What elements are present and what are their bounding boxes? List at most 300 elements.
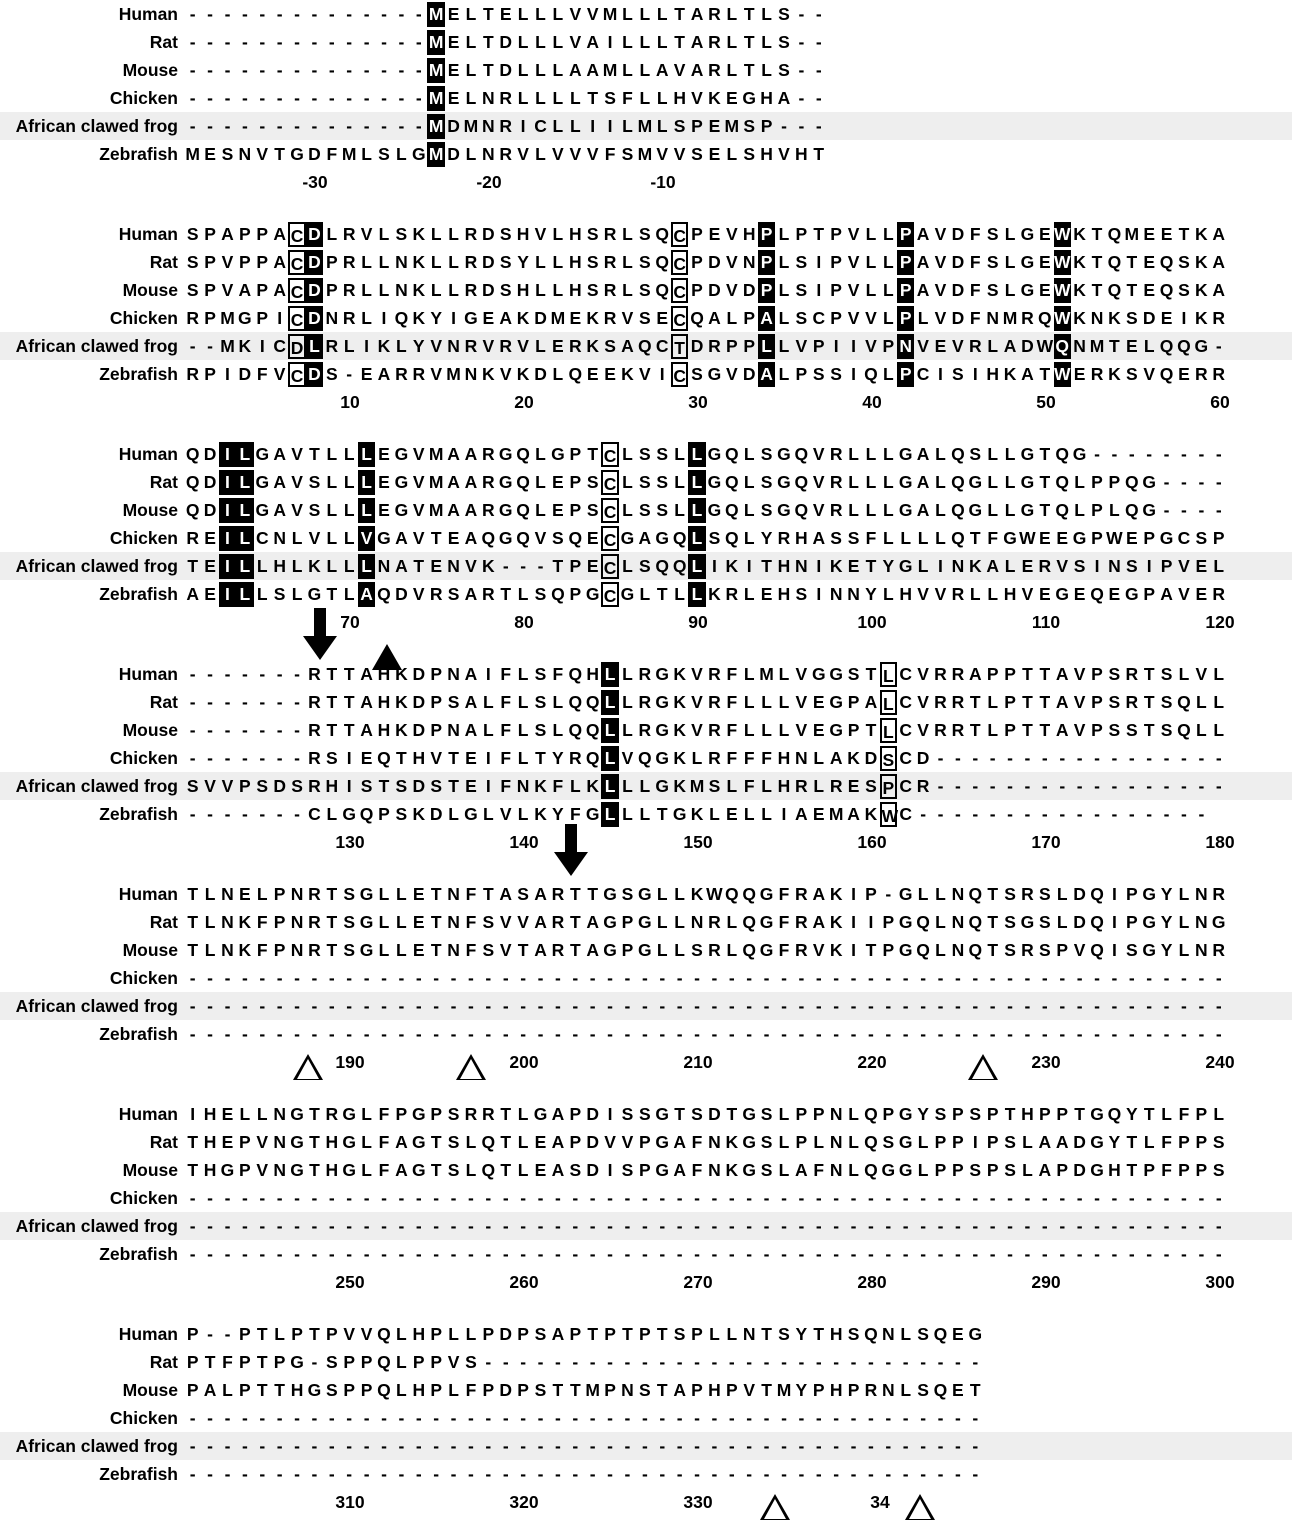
residue: L [778, 279, 790, 300]
residue: V [447, 1351, 460, 1372]
residue: V [499, 363, 512, 384]
residue: - [868, 967, 874, 988]
residue: R [308, 663, 321, 684]
residue: T [1126, 1131, 1138, 1152]
residue: T [187, 911, 199, 932]
residue: I [219, 582, 236, 607]
residue: - [224, 59, 231, 80]
residue: L [622, 555, 633, 576]
residue: Q [1090, 939, 1104, 960]
residue: - [1041, 1023, 1048, 1044]
residue: A [360, 663, 373, 684]
residue: - [433, 1243, 440, 1264]
residue: R [499, 87, 513, 108]
residue: - [659, 1463, 666, 1484]
residue: - [972, 1463, 979, 1484]
residue: T [343, 719, 355, 740]
residue: Q [794, 499, 809, 520]
residue: L [601, 802, 618, 827]
residue: T [326, 583, 338, 604]
residue: P [621, 939, 634, 960]
residue: Y [430, 307, 442, 328]
species-label: Zebrafish [99, 1023, 178, 1044]
residue: - [920, 1215, 927, 1236]
residue: L [1109, 499, 1120, 520]
residue: S [778, 3, 790, 24]
residue: P [830, 223, 842, 244]
residue: - [694, 967, 700, 988]
residue: I [851, 335, 856, 356]
residue: L [882, 443, 894, 464]
residue: H [377, 663, 391, 684]
residue: T [969, 1379, 981, 1400]
residue: E [378, 443, 390, 464]
residue: - [1024, 1243, 1031, 1264]
glycosylation-marker [968, 1054, 998, 1080]
residue: I [659, 363, 665, 384]
residue: C [671, 222, 688, 247]
residue: L [1213, 1103, 1225, 1124]
residue: R [603, 251, 617, 272]
glycosylation-marker [293, 1054, 323, 1080]
residue: P [239, 1131, 251, 1152]
residue: W [1054, 222, 1071, 247]
residue: L [622, 279, 633, 300]
residue: S [708, 775, 721, 796]
residue: V [552, 143, 564, 164]
residue: P [256, 279, 269, 300]
residue: P [1160, 555, 1173, 576]
residue: E [552, 335, 564, 356]
residue: - [346, 115, 353, 136]
residue: - [346, 1463, 353, 1484]
residue: S [325, 747, 338, 768]
residue: P [882, 911, 895, 932]
residue: - [241, 719, 248, 740]
residue: L [552, 115, 564, 136]
residue: I [381, 307, 387, 328]
residue: A [1021, 363, 1034, 384]
residue: - [398, 995, 405, 1016]
residue: V [534, 223, 547, 244]
residue: E [204, 143, 216, 164]
residue: - [781, 1023, 787, 1044]
residue: - [537, 1023, 544, 1044]
residue: M [637, 143, 653, 164]
alignment-row [0, 0, 1292, 28]
residue: L [726, 59, 738, 80]
residue: D [447, 143, 460, 164]
residue: H [673, 87, 686, 108]
residue: - [676, 1435, 683, 1456]
residue: F [465, 1379, 477, 1400]
block-spacer [0, 1522, 1292, 1540]
residue: L [236, 498, 253, 523]
residue: - [224, 87, 231, 108]
residue: R [1212, 583, 1226, 604]
residue: - [1128, 747, 1135, 768]
residue: N [986, 307, 999, 328]
residue: C [671, 250, 688, 275]
residue: - [294, 691, 300, 712]
residue: H [325, 1159, 339, 1180]
residue: D [708, 251, 721, 272]
residue: L [622, 31, 633, 52]
residue: M [427, 58, 444, 83]
residue: G [342, 803, 357, 824]
residue: P [691, 1379, 703, 1400]
residue: L [256, 1103, 268, 1124]
residue: - [1128, 1215, 1135, 1236]
sequence-residues [184, 1102, 1227, 1127]
residue: R [934, 691, 947, 712]
residue: R [708, 719, 721, 740]
residue: - [607, 1463, 613, 1484]
residue: V [412, 443, 425, 464]
residue: - [363, 1187, 370, 1208]
residue: - [259, 691, 266, 712]
residue: M [1124, 223, 1140, 244]
residue: P [691, 1323, 703, 1344]
residue: - [833, 995, 840, 1016]
residue: - [1181, 1243, 1187, 1264]
residue: R [1212, 307, 1226, 328]
residue: S [1125, 939, 1138, 960]
residue: - [1163, 1187, 1170, 1208]
residue: E [360, 363, 373, 384]
residue: G [1142, 939, 1156, 960]
residue: - [833, 967, 840, 988]
residue: L [848, 1103, 859, 1124]
residue: S [952, 363, 964, 384]
residue: - [972, 1243, 979, 1264]
residue: - [763, 995, 770, 1016]
residue: S [482, 911, 495, 932]
residue: P [952, 1131, 964, 1152]
residue: L [778, 363, 790, 384]
residue: P [343, 1379, 356, 1400]
residue: - [468, 1407, 474, 1428]
ruler-tick: 170 [1031, 832, 1061, 852]
residue: G [898, 911, 913, 932]
residue: - [728, 1243, 735, 1264]
residue: P [897, 362, 914, 387]
residue: - [676, 1407, 683, 1428]
residue: K [725, 1131, 739, 1152]
residue: L [1004, 443, 1016, 464]
residue: - [1163, 775, 1170, 796]
residue: G [464, 803, 478, 824]
residue: L [639, 583, 651, 604]
residue: - [815, 87, 822, 108]
residue: L [358, 554, 375, 579]
residue: G [620, 527, 635, 548]
residue: L [552, 279, 564, 300]
residue: V [795, 335, 808, 356]
residue: M [428, 499, 444, 520]
residue: - [294, 1187, 300, 1208]
alignment-row [0, 1128, 1292, 1156]
residue: - [1198, 471, 1205, 492]
residue: - [1076, 1187, 1083, 1208]
residue: G [672, 803, 687, 824]
cleavage-arrow [554, 824, 588, 876]
residue: K [586, 335, 599, 356]
residue: L [448, 1323, 459, 1344]
residue: L [688, 470, 705, 495]
residue: - [1041, 1187, 1048, 1208]
residue: T [743, 59, 755, 80]
residue: P [795, 223, 808, 244]
residue: A [358, 582, 375, 607]
residue: I [485, 663, 491, 684]
cleavage-arrow [303, 608, 337, 660]
residue: N [221, 883, 234, 904]
residue: - [1041, 1215, 1048, 1236]
residue: S [639, 443, 651, 464]
residue: E [725, 87, 738, 108]
residue: Y [1160, 911, 1173, 932]
residue: R [708, 31, 721, 52]
residue: L [848, 1159, 859, 1180]
species-label: Rat [149, 691, 178, 712]
residue: E [447, 87, 460, 108]
residue: Y [917, 1103, 929, 1124]
residue: L [358, 442, 375, 467]
species-label: Mouse [122, 719, 178, 740]
residue: - [207, 995, 213, 1016]
residue: A [273, 223, 286, 244]
alignment-row [0, 1240, 1292, 1268]
residue: V [934, 251, 947, 272]
residue: R [464, 223, 478, 244]
residue: L [535, 443, 546, 464]
residue: V [934, 307, 947, 328]
residue: Q [864, 363, 878, 384]
residue: L [1022, 1159, 1033, 1180]
residue: A [447, 471, 460, 492]
residue: E [725, 803, 738, 824]
residue: - [189, 1243, 196, 1264]
species-label: African clawed frog [15, 775, 178, 796]
residue: F [465, 939, 477, 960]
residue: K [1073, 223, 1086, 244]
residue: - [1215, 995, 1222, 1016]
species-label: African clawed frog [15, 1215, 178, 1236]
residue: - [781, 1407, 787, 1428]
residue: T [1074, 1103, 1085, 1124]
residue: - [694, 1243, 700, 1264]
residue: S [604, 335, 616, 356]
residue: V [358, 526, 375, 551]
residue: - [850, 995, 857, 1016]
residue: - [189, 1023, 196, 1044]
species-label: Chicken [109, 1187, 178, 1208]
sequence-residues [184, 774, 1227, 799]
residue: - [189, 691, 196, 712]
residue: S [880, 746, 897, 771]
residue: G [307, 1379, 322, 1400]
residue: L [987, 719, 999, 740]
residue: - [850, 1023, 857, 1044]
residue: F [761, 747, 772, 768]
residue: - [728, 1435, 735, 1456]
residue: Q [1090, 883, 1104, 904]
residue: L [274, 1323, 285, 1344]
residue: P [186, 1323, 199, 1344]
residue: A [673, 1159, 686, 1180]
residue: L [987, 471, 999, 492]
residue: P [1004, 719, 1016, 740]
residue: - [520, 1187, 527, 1208]
residue: L [688, 498, 705, 523]
residue: L [1004, 223, 1016, 244]
residue: - [554, 1187, 561, 1208]
residue: L [396, 143, 407, 164]
residue: G [620, 583, 635, 604]
residue: P [691, 115, 703, 136]
residue: L [236, 470, 253, 495]
residue: - [815, 1407, 822, 1428]
residue: - [502, 555, 509, 576]
residue: L [1004, 279, 1016, 300]
residue: A [795, 803, 808, 824]
sequence-residues [184, 1350, 984, 1375]
residue: L [430, 251, 442, 272]
residue: L [880, 662, 897, 687]
residue: L [969, 583, 981, 604]
position-ruler [0, 1048, 1292, 1082]
residue: - [433, 1463, 440, 1484]
residue: - [485, 967, 492, 988]
alignment-row [0, 1020, 1292, 1048]
residue: A [395, 1159, 408, 1180]
residue: W [706, 883, 723, 904]
triangle-open-icon [968, 1054, 998, 1080]
residue: - [502, 995, 509, 1016]
residue: L [848, 471, 859, 492]
residue: - [363, 31, 370, 52]
residue: I [816, 279, 822, 300]
residue: P [882, 939, 895, 960]
residue: - [485, 995, 492, 1016]
residue: L [465, 31, 477, 52]
residue: - [189, 1187, 196, 1208]
residue: - [1146, 1215, 1153, 1236]
residue: L [552, 691, 564, 712]
residue: Q [1107, 223, 1122, 244]
residue: S [221, 143, 234, 164]
residue: V [934, 223, 947, 244]
residue: F [326, 143, 338, 164]
residue: - [189, 335, 196, 356]
residue: L [326, 223, 338, 244]
alignment-row [0, 800, 1292, 828]
residue: S [639, 251, 651, 272]
residue: N [882, 1379, 895, 1400]
residue: - [624, 967, 631, 988]
residue: R [551, 883, 565, 904]
residue: H [412, 1323, 426, 1344]
residue: S [621, 143, 634, 164]
residue: L [1178, 883, 1190, 904]
residue: P [1056, 939, 1069, 960]
residue: L [778, 1131, 790, 1152]
residue: - [1146, 775, 1153, 796]
residue: E [378, 499, 390, 520]
residue: L [535, 251, 546, 272]
residue: I [219, 470, 236, 495]
residue: G [533, 1103, 548, 1124]
residue: - [676, 1243, 683, 1264]
residue: L [361, 1131, 372, 1152]
residue: - [972, 1407, 979, 1428]
residue: Q [1159, 279, 1174, 300]
sequence-residues [184, 582, 1227, 607]
residue: N [951, 939, 965, 960]
residue: L [535, 143, 546, 164]
residue: L [1004, 555, 1016, 576]
residue: - [276, 1435, 283, 1456]
residue: N [742, 251, 756, 272]
species-label: Human [118, 883, 178, 904]
residue: L [1213, 555, 1225, 576]
residue: G [1020, 499, 1035, 520]
ruler-tick: 150 [683, 832, 713, 852]
residue: P [1143, 527, 1156, 548]
residue: Q [742, 911, 756, 932]
residue: A [1212, 279, 1226, 300]
residue: V [256, 1159, 269, 1180]
residue: L [430, 279, 442, 300]
alignment-row [0, 744, 1292, 772]
residue: L [935, 471, 946, 492]
residue: L [256, 555, 268, 576]
residue: - [1041, 1243, 1048, 1264]
residue: P [430, 1103, 442, 1124]
residue: - [537, 1351, 544, 1372]
residue: I [219, 526, 236, 551]
residue: L [465, 1159, 477, 1180]
species-label: Mouse [122, 279, 178, 300]
residue: K [829, 939, 843, 960]
residue: P [273, 911, 286, 932]
residue: P [204, 223, 216, 244]
residue: - [607, 1187, 613, 1208]
residue: D [1073, 1159, 1086, 1180]
residue: T [187, 1159, 199, 1180]
residue: M [585, 1379, 600, 1400]
residue: - [937, 775, 944, 796]
species-label: Rat [149, 1351, 178, 1372]
residue: - [259, 1215, 266, 1236]
residue: S [604, 87, 616, 108]
residue: V [691, 87, 703, 108]
residue: A [1038, 1159, 1052, 1180]
residue: Q [1090, 583, 1104, 604]
residue: - [1111, 1243, 1118, 1264]
residue: F [691, 1131, 703, 1152]
residue: - [398, 87, 405, 108]
residue: T [865, 555, 877, 576]
residue: L [865, 499, 877, 520]
residue: - [972, 1023, 979, 1044]
residue: Q [481, 527, 496, 548]
residue: - [1198, 995, 1205, 1016]
residue: P [897, 278, 914, 303]
residue: R [1038, 555, 1052, 576]
residue: - [798, 1215, 805, 1236]
